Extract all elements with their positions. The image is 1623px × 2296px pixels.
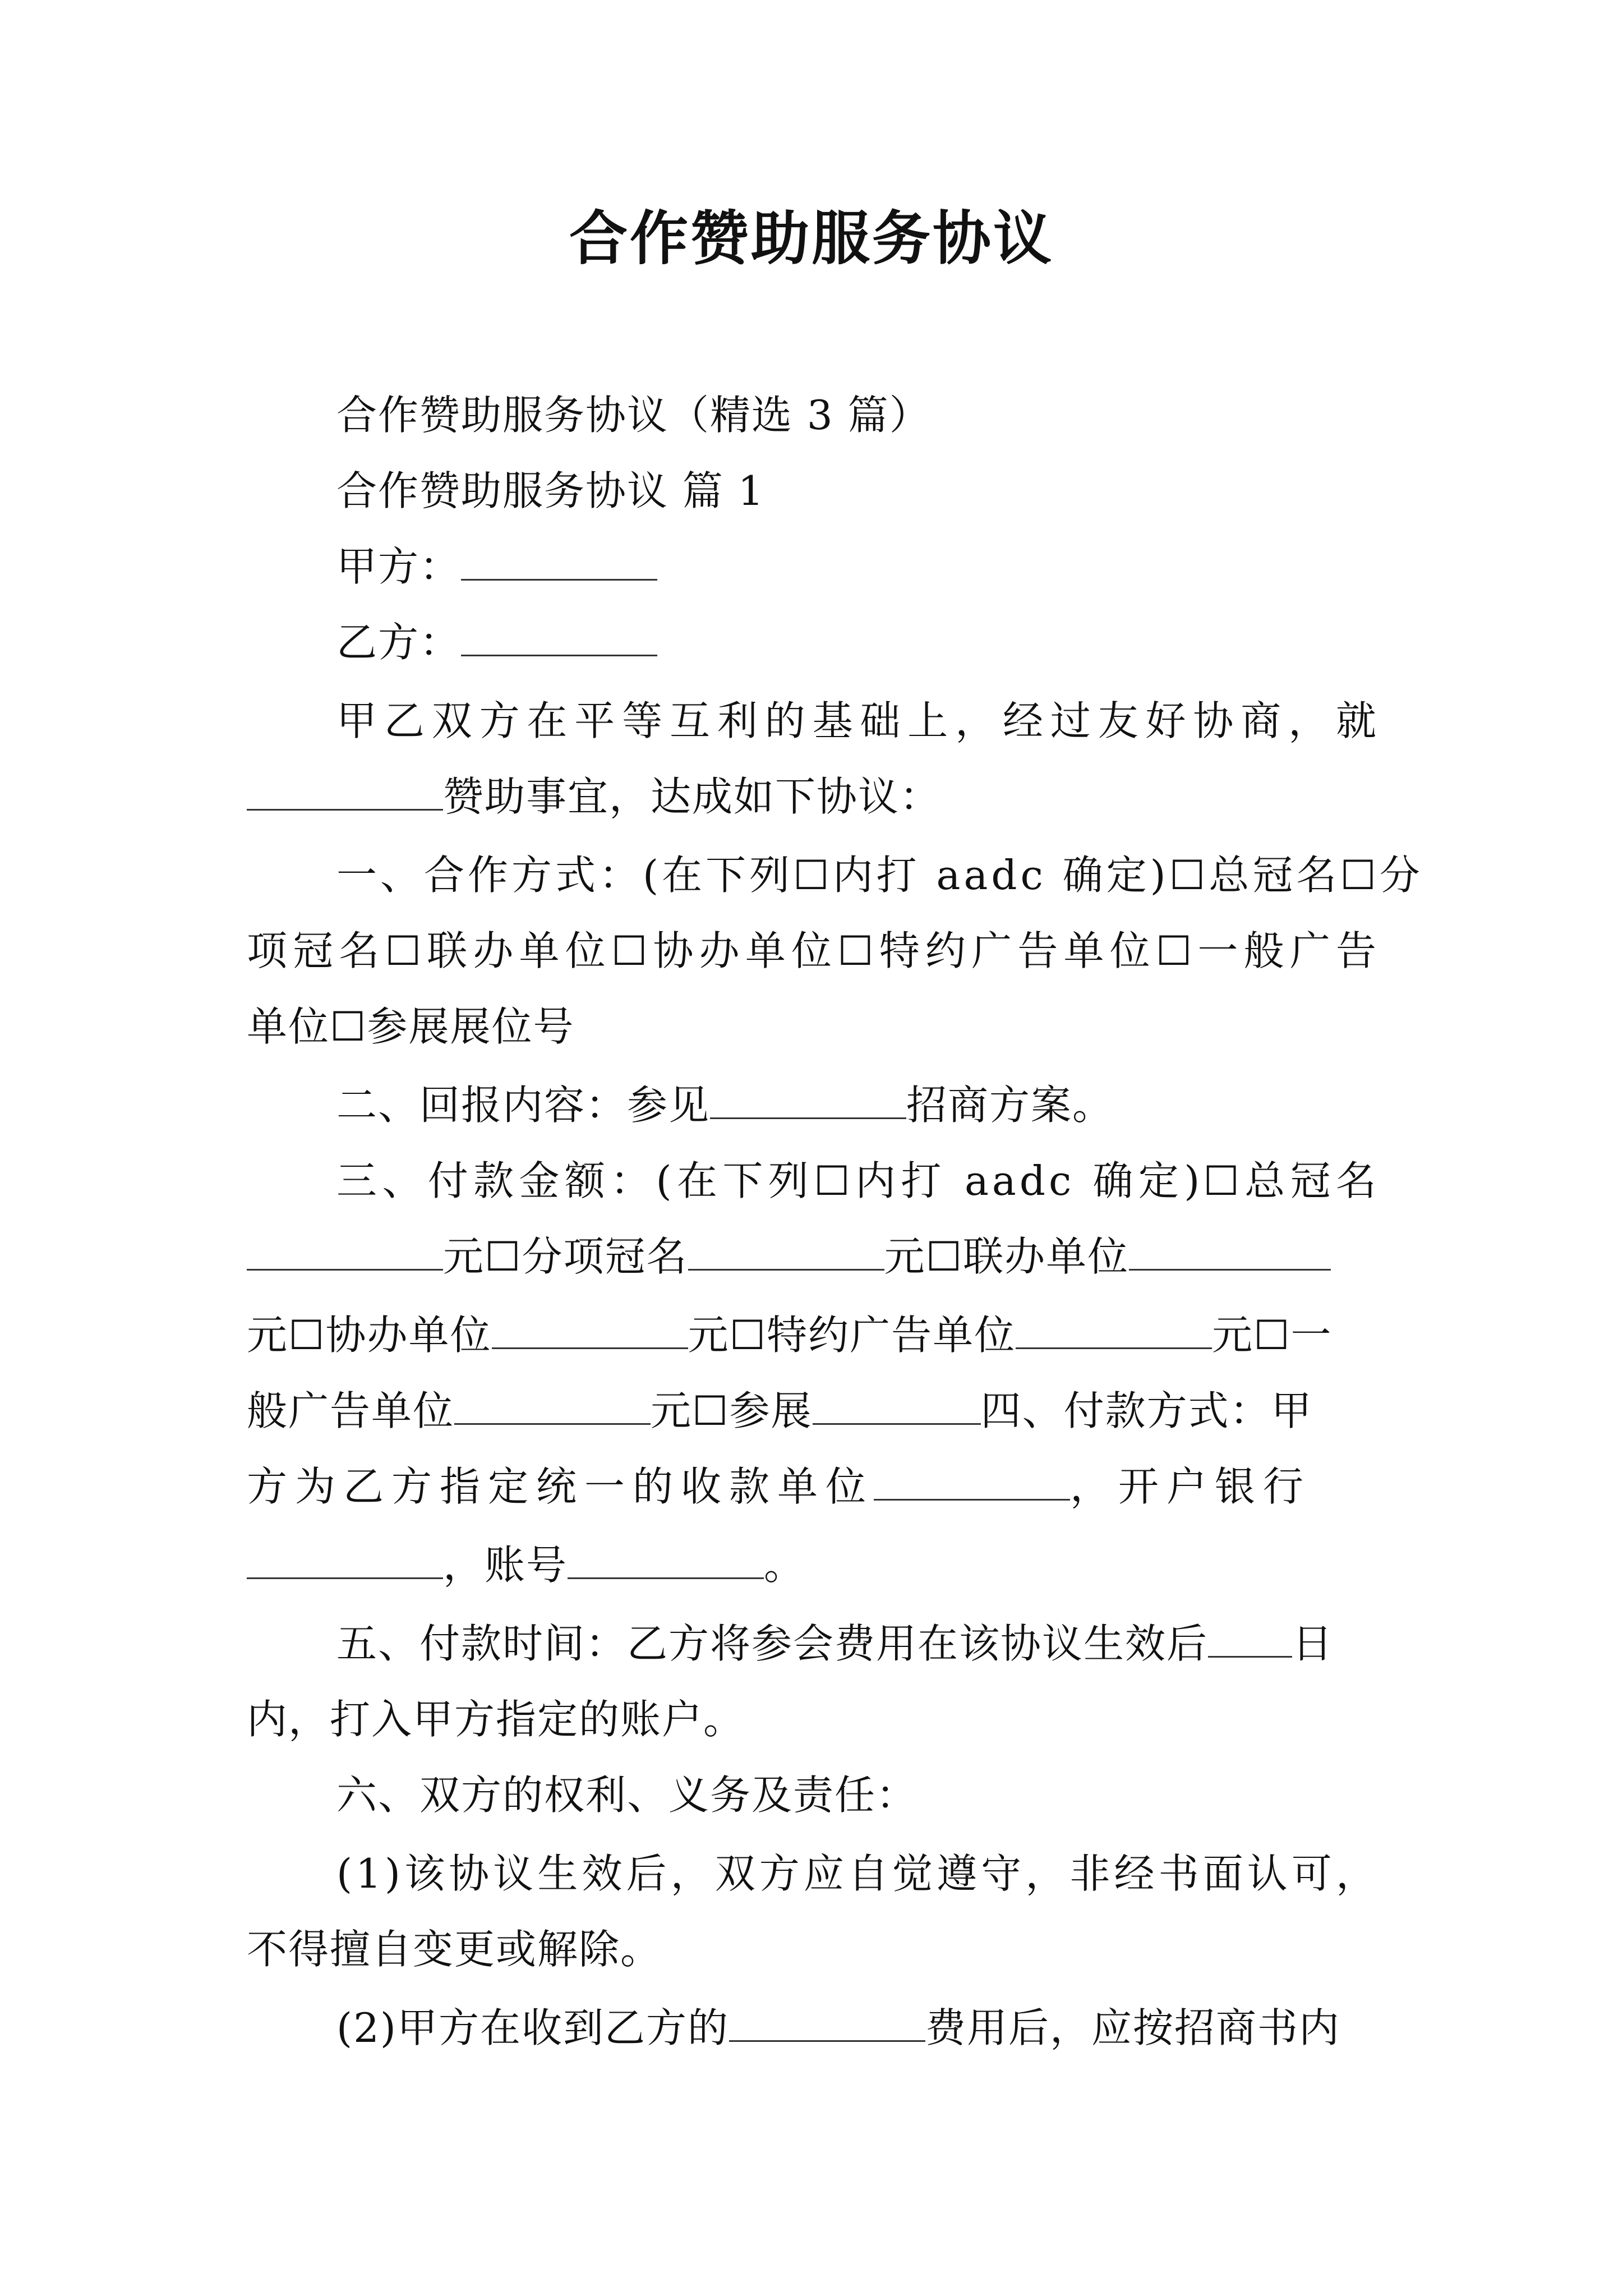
part-heading: 合作赞助服务协议 篇 1 [336, 467, 765, 514]
bank-blank [247, 1544, 443, 1579]
s6-2-text-a: (2)甲方在收到乙方的 [336, 2004, 729, 2051]
days-blank [1208, 1622, 1292, 1658]
section-5-line-1 [336, 1616, 1380, 1672]
intro-text: 赞助事宜，达成如下协议： [443, 773, 942, 820]
party-a-blank [461, 545, 657, 581]
section-1-line-3: 单位☐参展展位号 [247, 1003, 575, 1050]
section-4-line-1 [247, 1458, 1380, 1515]
fee-blank [729, 2007, 925, 2042]
section-6-item-1-line-1: (1)该协议生效后，双方应自觉遵守，非经书面认可， [336, 1850, 1380, 1897]
s5-text-a: 五、付款时间：乙方将参会费用在该协议生效后 [336, 1620, 1209, 1667]
s5-text-b: 日 [1292, 1620, 1334, 1667]
section-6-item-1-line-2: 不得擅自变更或解除。 [247, 1926, 662, 1973]
section-3-line-1: 三、付款金额：(在下列☐内打 aadc 确定)☐总冠名 [336, 1157, 1380, 1204]
s6-2-text-b: 费用后，应按招商书内 [925, 2004, 1341, 2051]
section-2-prefix: 二、回报内容：参见 [336, 1082, 711, 1129]
s4-text-d: 。 [764, 1542, 806, 1589]
payee-blank [874, 1465, 1070, 1501]
section-2-line [336, 1077, 1380, 1133]
s3-text-d: 元☐特约广告单位 [688, 1312, 1016, 1359]
intro-line-1: 甲乙双方在平等互利的基础上，经过友好协商，就 [336, 697, 1380, 744]
amount-sub-blank [688, 1235, 884, 1271]
s4-text-b: ，开户银行 [1070, 1463, 1312, 1510]
s3-text-e: 元☐一 [1212, 1312, 1332, 1359]
section-1-line-2: 项冠名☐联办单位☐协办单位☐特约广告单位☐一般广告 [247, 927, 1380, 974]
section-5-line-2: 内，打入甲方指定的账户。 [247, 1696, 745, 1743]
account-blank [568, 1544, 764, 1579]
intro-blank [247, 775, 443, 811]
s4-text-c: ，账号 [443, 1542, 568, 1589]
s4-start: 四、付款方式：甲 [980, 1387, 1313, 1434]
section-3-line-2 [247, 1228, 1380, 1285]
section-6-heading: 六、双方的权利、义务及责任： [336, 1772, 918, 1819]
intro-line-2 [247, 769, 1380, 825]
party-b-line [336, 614, 1380, 670]
amount-co-blank [1129, 1235, 1331, 1271]
party-a-line [336, 539, 1380, 595]
amount-assist-blank [492, 1314, 688, 1349]
subtitle: 合作赞助服务协议（精选 3 篇） [336, 392, 931, 439]
amount-special-blank [1016, 1314, 1212, 1349]
document-title: 合作赞助服务协议 [569, 204, 1054, 273]
s3-text-a: 元☐分项冠名 [443, 1233, 688, 1280]
section-3-line-4 [247, 1383, 1380, 1439]
s3-text-b: 元☐联办单位 [884, 1233, 1129, 1280]
section-1-line-1: 一、合作方式：(在下列☐内打 aadc 确定)☐总冠名☐分 [336, 852, 1423, 899]
party-a-label: 甲方： [336, 543, 462, 590]
section-6-item-2-line-1 [336, 2000, 1380, 2056]
s3-text-f: 般广告单位 [247, 1387, 455, 1434]
section-2-blank [710, 1084, 906, 1119]
s3-text-c: 元☐协办单位 [247, 1312, 492, 1359]
s4-text-a: 方为乙方指定统一的收款单位 [247, 1463, 874, 1510]
s3-text-g: 元☐参展 [651, 1387, 813, 1434]
amount-title-blank [247, 1235, 443, 1271]
amount-general-blank [454, 1389, 651, 1425]
party-b-blank [461, 621, 657, 656]
section-4-line-2 [247, 1537, 1380, 1593]
party-b-label: 乙方： [336, 619, 462, 666]
section-2-suffix: 招商方案。 [906, 1082, 1114, 1129]
section-3-line-3 [247, 1307, 1380, 1363]
amount-exhibit-blank [813, 1389, 981, 1425]
